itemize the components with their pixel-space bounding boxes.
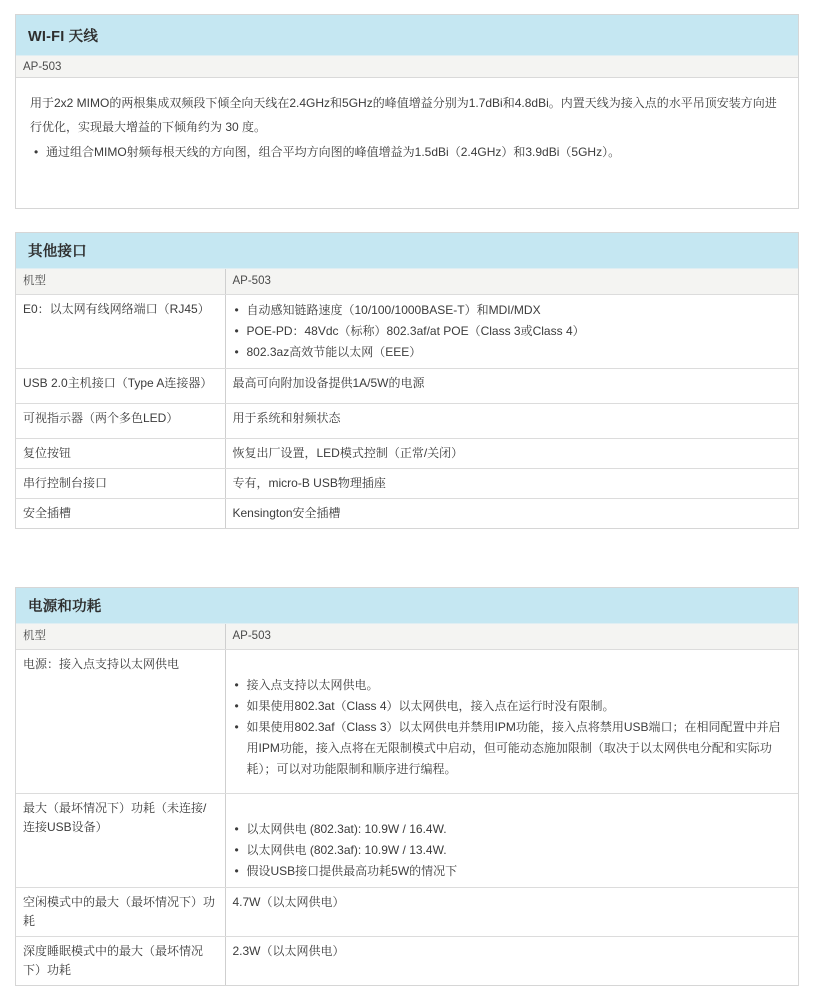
bullet-item: • 以太网供电 (802.3at): 10.9W / 16.4W.	[235, 819, 792, 840]
section-header-power	[16, 588, 798, 624]
antenna-paragraph: 用于2x2 MIMO的两根集成双频段下倾全向天线在2.4GHz和5GHz的峰值增益分别为1.7dBi和4.8dBi。内置天线为接入点的水平吊顶安装方向进行优化，实现最大增益的下倾角约为 30 度。	[30, 96, 777, 134]
column-header-model: 机型	[16, 269, 225, 295]
bullet-item: • 如果使用802.3af（Class 3）以太网供电并禁用IPM功能，接入点将禁用USB端口；在相同配置中并启用IPM功能，接入点将在无限制模式中启动，但可能动态施加限制（取决于以太网供电分配和实际功耗）；可以对功能限制和顺序进行编程。	[235, 717, 792, 780]
row-label: 最大（最坏情况下）功耗（未连接/连接USB设备）	[16, 794, 225, 888]
row-label: 电源：接入点支持以太网供电	[16, 650, 225, 794]
row-value: 用于系统和射频状态	[225, 404, 798, 439]
row-value	[225, 794, 798, 888]
row-label: 复位按钮	[16, 439, 225, 469]
bullet-list	[233, 300, 792, 363]
row-label: 空闲模式中的最大（最坏情况下）功耗	[16, 888, 225, 937]
table-row-e0-port	[16, 295, 798, 369]
row-label: E0：以太网有线网络端口（RJ45）	[16, 295, 225, 369]
row-label: 安全插槽	[16, 499, 225, 529]
table-row-idle-power	[16, 888, 798, 937]
row-value: 2.3W（以太网供电）	[232, 944, 345, 958]
table-row-led-indicators	[16, 404, 798, 439]
bullet-item: • 以太网供电 (802.3af): 10.9W / 13.4W.	[235, 840, 792, 861]
bullet-list	[233, 799, 792, 882]
section-title-power: 电源和功耗	[28, 599, 102, 615]
table-row-max-power	[16, 794, 798, 888]
bullet-item: • POE-PD：48Vdc（标称）802.3af/at POE（Class 3或Class 4）	[235, 321, 792, 342]
bullet-item: • 自动感知链路速度（10/100/1000BASE-T）和MDI/MDX	[235, 300, 792, 321]
column-header-model: 机型	[16, 624, 225, 650]
bullet-item: • 接入点支持以太网供电。	[235, 675, 792, 696]
row-value	[225, 650, 798, 794]
bullet-item: • 假设USB接口提供最高功耗5W的情况下	[235, 861, 792, 882]
table-header-row	[16, 624, 798, 650]
antenna-bullet: • 通过组合MIMO射频每根天线的方向图，组合平均方向图的峰值增益为1.5dBi（2.4GHz）和3.9dBi（5GHz）。	[34, 142, 784, 163]
section-title-wifi-antenna: WI-FI 天线	[28, 28, 99, 45]
bullet-item: • 802.3az高效节能以太网（EEE）	[235, 342, 792, 363]
row-value: Kensington安全插槽	[232, 506, 341, 520]
column-header-ap503: AP-503	[225, 624, 798, 650]
model-bar	[16, 56, 798, 78]
other-interfaces-table	[16, 269, 798, 528]
row-label: 串行控制台接口	[16, 469, 225, 499]
row-value: 恢复出厂设置，LED模式控制（正常/关闭）	[225, 439, 798, 469]
row-value: 4.7W（以太网供电）	[225, 888, 798, 937]
row-label: USB 2.0主机接口（Type A连接器）	[16, 369, 225, 404]
row-value	[225, 295, 798, 369]
table-row-deep-sleep-power	[16, 937, 798, 986]
row-label: 深度睡眠模式中的最大（最坏情况下）功耗	[16, 937, 225, 986]
row-value: 专有，micro-B USB物理插座	[225, 469, 798, 499]
table-row-reset-button	[16, 439, 798, 469]
table-header-row	[16, 269, 798, 295]
section-title-other-interfaces: 其他接口	[28, 244, 87, 260]
section-header-other-interfaces	[16, 233, 798, 269]
section-header-wifi-antenna	[16, 15, 798, 56]
table-row-serial-console	[16, 469, 798, 499]
section-other-interfaces	[15, 232, 799, 529]
column-header-ap503: AP-503	[225, 269, 798, 295]
antenna-bullet-list	[30, 142, 784, 163]
row-label: 可视指示器（两个多色LED）	[16, 404, 225, 439]
row-value: 最高可向附加设备提供1A/5W的电源	[225, 369, 798, 404]
table-row-power-source	[16, 650, 798, 794]
bullet-item: • 如果使用802.3at（Class 4）以太网供电，接入点在运行时没有限制。	[235, 696, 792, 717]
power-table	[16, 624, 798, 985]
section-power-consumption	[15, 587, 799, 986]
model-label: AP-503	[23, 60, 62, 73]
table-row-security-slot	[16, 499, 798, 529]
bullet-list	[233, 655, 792, 780]
antenna-description	[16, 78, 798, 208]
section-wifi-antenna	[15, 14, 799, 209]
table-row-usb	[16, 369, 798, 404]
